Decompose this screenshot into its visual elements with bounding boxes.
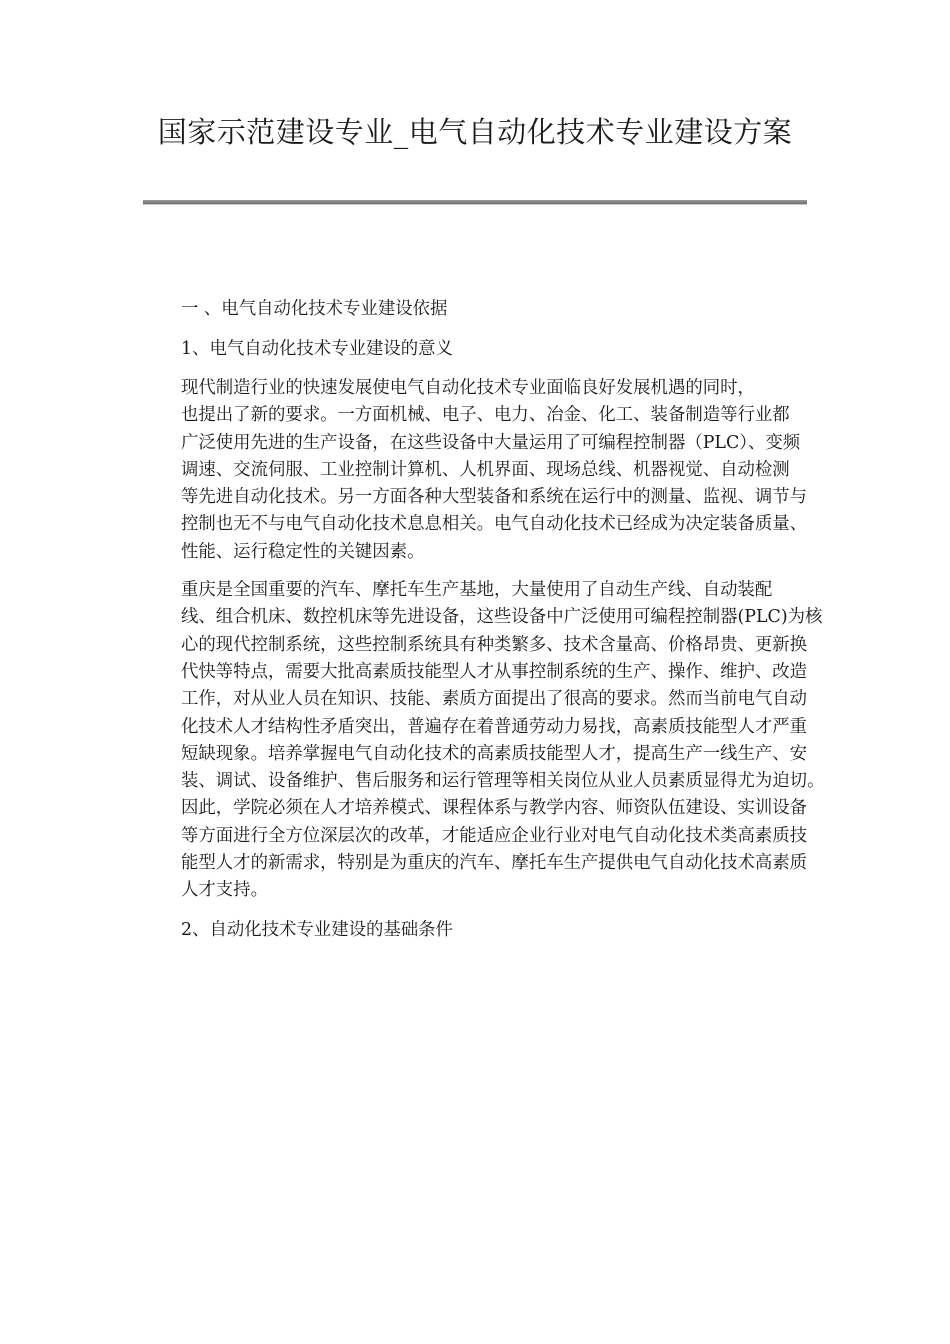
section-heading: 一 、电气自动化技术专业建设依据 [181, 299, 448, 319]
title-divider [143, 200, 807, 205]
paragraph-line: 化技术人才结构性矛盾突出，普遍存在着普通劳动力易找，高素质技能型人才严重 [181, 716, 808, 737]
paragraph-line: 等方面进行全方位深层次的改革，才能适应企业行业对电气自动化技术类高素质技 [181, 825, 808, 846]
subsection-heading-1: 1、电气自动化技术专业建设的意义 [181, 339, 453, 359]
paragraph-line: 装、调试、设备维护、售后服务和运行管理等相关岗位从业人员素质显得尤为迫切。 [181, 771, 825, 792]
paragraph-line: 重庆是全国重要的汽车、摩托车生产基地，大量使用了自动生产线、自动装配 [181, 580, 773, 601]
paragraph-line: 能型人才的新需求，特别是为重庆的汽车、摩托车生产提供电气自动化技术高素质 [181, 853, 808, 874]
paragraph-line: 心的现代控制系统，这些控制系统具有种类繁多、技术含量高、价格昂贵、更新换 [181, 634, 808, 655]
document-body [145, 295, 825, 956]
paragraph-line: 短缺现象。培养掌握电气自动化技术的高素质技能型人才，提高生产一线生产、安 [181, 743, 808, 764]
paragraph-line: 因此，学院必须在人才培养模式、课程体系与教学内容、师资队伍建设、实训设备 [181, 798, 808, 819]
paragraph-line: 现代制造行业的快速发展使电气自动化技术专业面临良好发展机遇的同时， [181, 378, 755, 398]
paragraph-line: 代快等特点，需要大批高素质技能型人才从事控制系统的生产、操作、维护、改造 [181, 661, 808, 682]
subsection-heading-2: 2、自动化技术专业建设的基础条件 [181, 919, 453, 940]
paragraph-line: 线、组合机床、数控机床等先进设备，这些设备中广泛使用可编程控制器(PLC)为核 [181, 607, 823, 628]
paragraph-line: 调速、交流伺服、工业控制计算机、人机界面、现场总线、机器视觉、自动检测 [181, 459, 790, 480]
paragraph-line: 也提出了新的要求。一方面机械、电子、电力、冶金、化工、装备制造等行业都 [181, 405, 790, 426]
paragraph-line: 性能、运行稳定性的关键因素。 [181, 541, 425, 562]
paragraph-line: 人才支持。 [181, 880, 268, 901]
paragraph-line: 控制也无不与电气自动化技术息息相关。电气自动化技术已经成为决定装备质量、 [181, 514, 808, 535]
paragraph-line: 广泛使用先进的生产设备，在这些设备中大量运用了可编程控制器（PLC）、变频 [181, 432, 801, 453]
paragraph-line: 等先进自动化技术。另一方面各种大型装备和系统在运行中的测量、监视、调节与 [181, 487, 808, 508]
paragraph-1 [145, 375, 809, 566]
paragraph-2 [145, 577, 825, 905]
paragraph-line: 工作，对从业人员在知识、技能、素质方面提出了很高的要求。然而当前电气自动 [181, 689, 808, 710]
document-title: 国家示范建设专业_电气自动化技术专业建设方案 [157, 115, 793, 149]
